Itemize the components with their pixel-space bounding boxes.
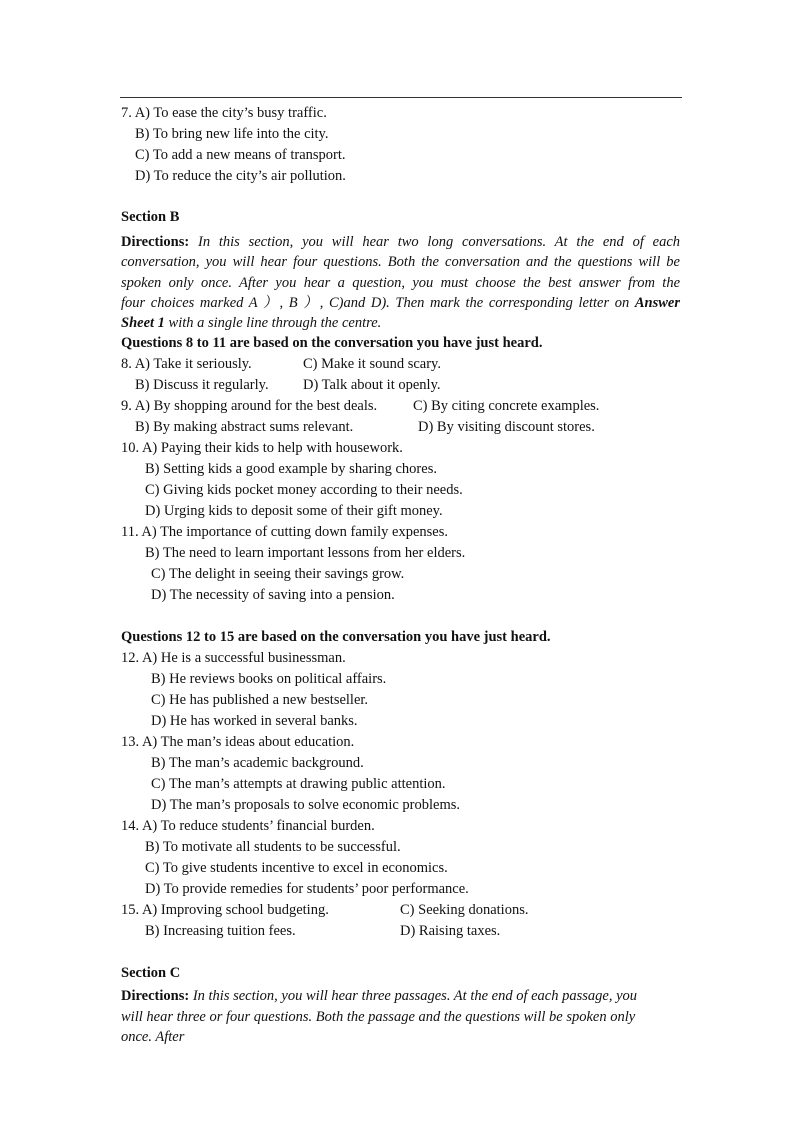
q15-option-b: B) Increasing tuition fees. (145, 923, 296, 939)
q12-option-c: C) He has published a new bestseller. (151, 692, 369, 708)
section-c-directions-label: Directions: (121, 988, 190, 1004)
questions-12-15-heading: Questions 12 to 15 are based on the conversation you have just heard. (121, 629, 551, 645)
q8-option-b: B) Discuss it regularly. (135, 377, 269, 393)
q8-option-c: C) Make it sound scary. (303, 356, 441, 372)
q12-option-d: D) He has worked in several banks. (151, 713, 358, 729)
section-b-directions-line-5: Sheet 1 with a single line through the centre. (121, 315, 382, 332)
q9-option-c: C) By citing concrete examples. (413, 398, 600, 414)
q9-option-b: B) By making abstract sums relevant. (135, 419, 354, 435)
q14-option-d: D) To provide remedies for students’ poor performance. (145, 881, 469, 897)
section-c-directions-line-3: once. After (121, 1029, 185, 1046)
q14-option-b: B) To motivate all students to be successful. (145, 839, 401, 855)
section-b-directions-line-1: Directions: In this section, you will hear two long conversations. At the end of each (121, 234, 681, 250)
q15-option-c: C) Seeking donations. (400, 902, 529, 918)
q12-option-b: B) He reviews books on political affairs. (151, 671, 387, 687)
section-b-directions-line-4: four choices marked A ）, B ）, C)and D). Then mark the corresponding letter on Answer (121, 294, 680, 311)
q10-option-b: B) Setting kids a good example by sharing chores. (145, 461, 437, 477)
q13-option-c: C) The man’s attempts at drawing public attention. (151, 776, 446, 792)
q11-option-a: 11. A) The importance of cutting down family expenses. (121, 524, 448, 540)
section-b-directions-line-3: spoken only once. After you hear a question, you must choose the best answer from the (121, 274, 680, 291)
q13-option-a: 13. A) The man’s ideas about education. (121, 734, 355, 750)
q10-option-d: D) Urging kids to deposit some of their gift money. (145, 503, 443, 519)
q11-option-b: B) The need to learn important lessons from her elders. (145, 545, 466, 561)
section-c-directions-line-2: will hear three or four questions. Both the passage and the questions will be spoken only (121, 1008, 636, 1025)
q7-option-a: 7. A) To ease the city’s busy traffic. (121, 105, 327, 121)
q7-option-d: D) To reduce the city’s air pollution. (135, 168, 346, 184)
q7-option-c: C) To add a new means of transport. (135, 147, 346, 163)
section-b-directions (121, 232, 680, 333)
q14-option-c: C) To give students incentive to excel in economics. (145, 860, 448, 876)
q13-option-b: B) The man’s academic background. (151, 755, 364, 771)
section-c-directions-line-1: Directions: In this section, you will hear three passages. At the end of each passage, you (121, 988, 638, 1004)
q13-option-d: D) The man’s proposals to solve economic problems. (151, 797, 461, 813)
answer-sheet-ref: Answer (634, 294, 680, 311)
q14-option-a: 14. A) To reduce students’ financial burden. (121, 818, 375, 834)
q8-option-a: 8. A) Take it seriously. (121, 356, 252, 372)
section-b-directions-line-2: conversation, you will hear four questions. Both the conversation and the questions will be (121, 254, 680, 271)
q10-option-c: C) Giving kids pocket money according to their needs. (145, 482, 463, 498)
section-b-heading: Section B (121, 209, 180, 225)
section-c-directions (121, 986, 637, 1048)
q11-option-c: C) The delight in seeing their savings grow. (151, 566, 405, 582)
q15-option-d: D) Raising taxes. (400, 923, 501, 939)
questions-8-11-heading: Questions 8 to 11 are based on the conversation you have just heard. (121, 335, 543, 351)
q15-option-a: 15. A) Improving school budgeting. (121, 902, 329, 918)
q7-option-b: B) To bring new life into the city. (135, 126, 329, 142)
section-c-heading: Section C (121, 965, 181, 981)
q12-option-a: 12. A) He is a successful businessman. (121, 650, 346, 666)
q10-option-a: 10. A) Paying their kids to help with housework. (121, 440, 403, 456)
q9-option-a: 9. A) By shopping around for the best deals. (121, 398, 378, 414)
header-rule (120, 97, 682, 98)
answer-sheet-ref-2: Sheet 1 (121, 315, 165, 332)
q9-option-d: D) By visiting discount stores. (418, 419, 595, 435)
q11-option-d: D) The necessity of saving into a pension. (151, 587, 395, 603)
q8-option-d: D) Talk about it openly. (303, 377, 441, 393)
section-b-directions-label: Directions: (121, 234, 190, 250)
